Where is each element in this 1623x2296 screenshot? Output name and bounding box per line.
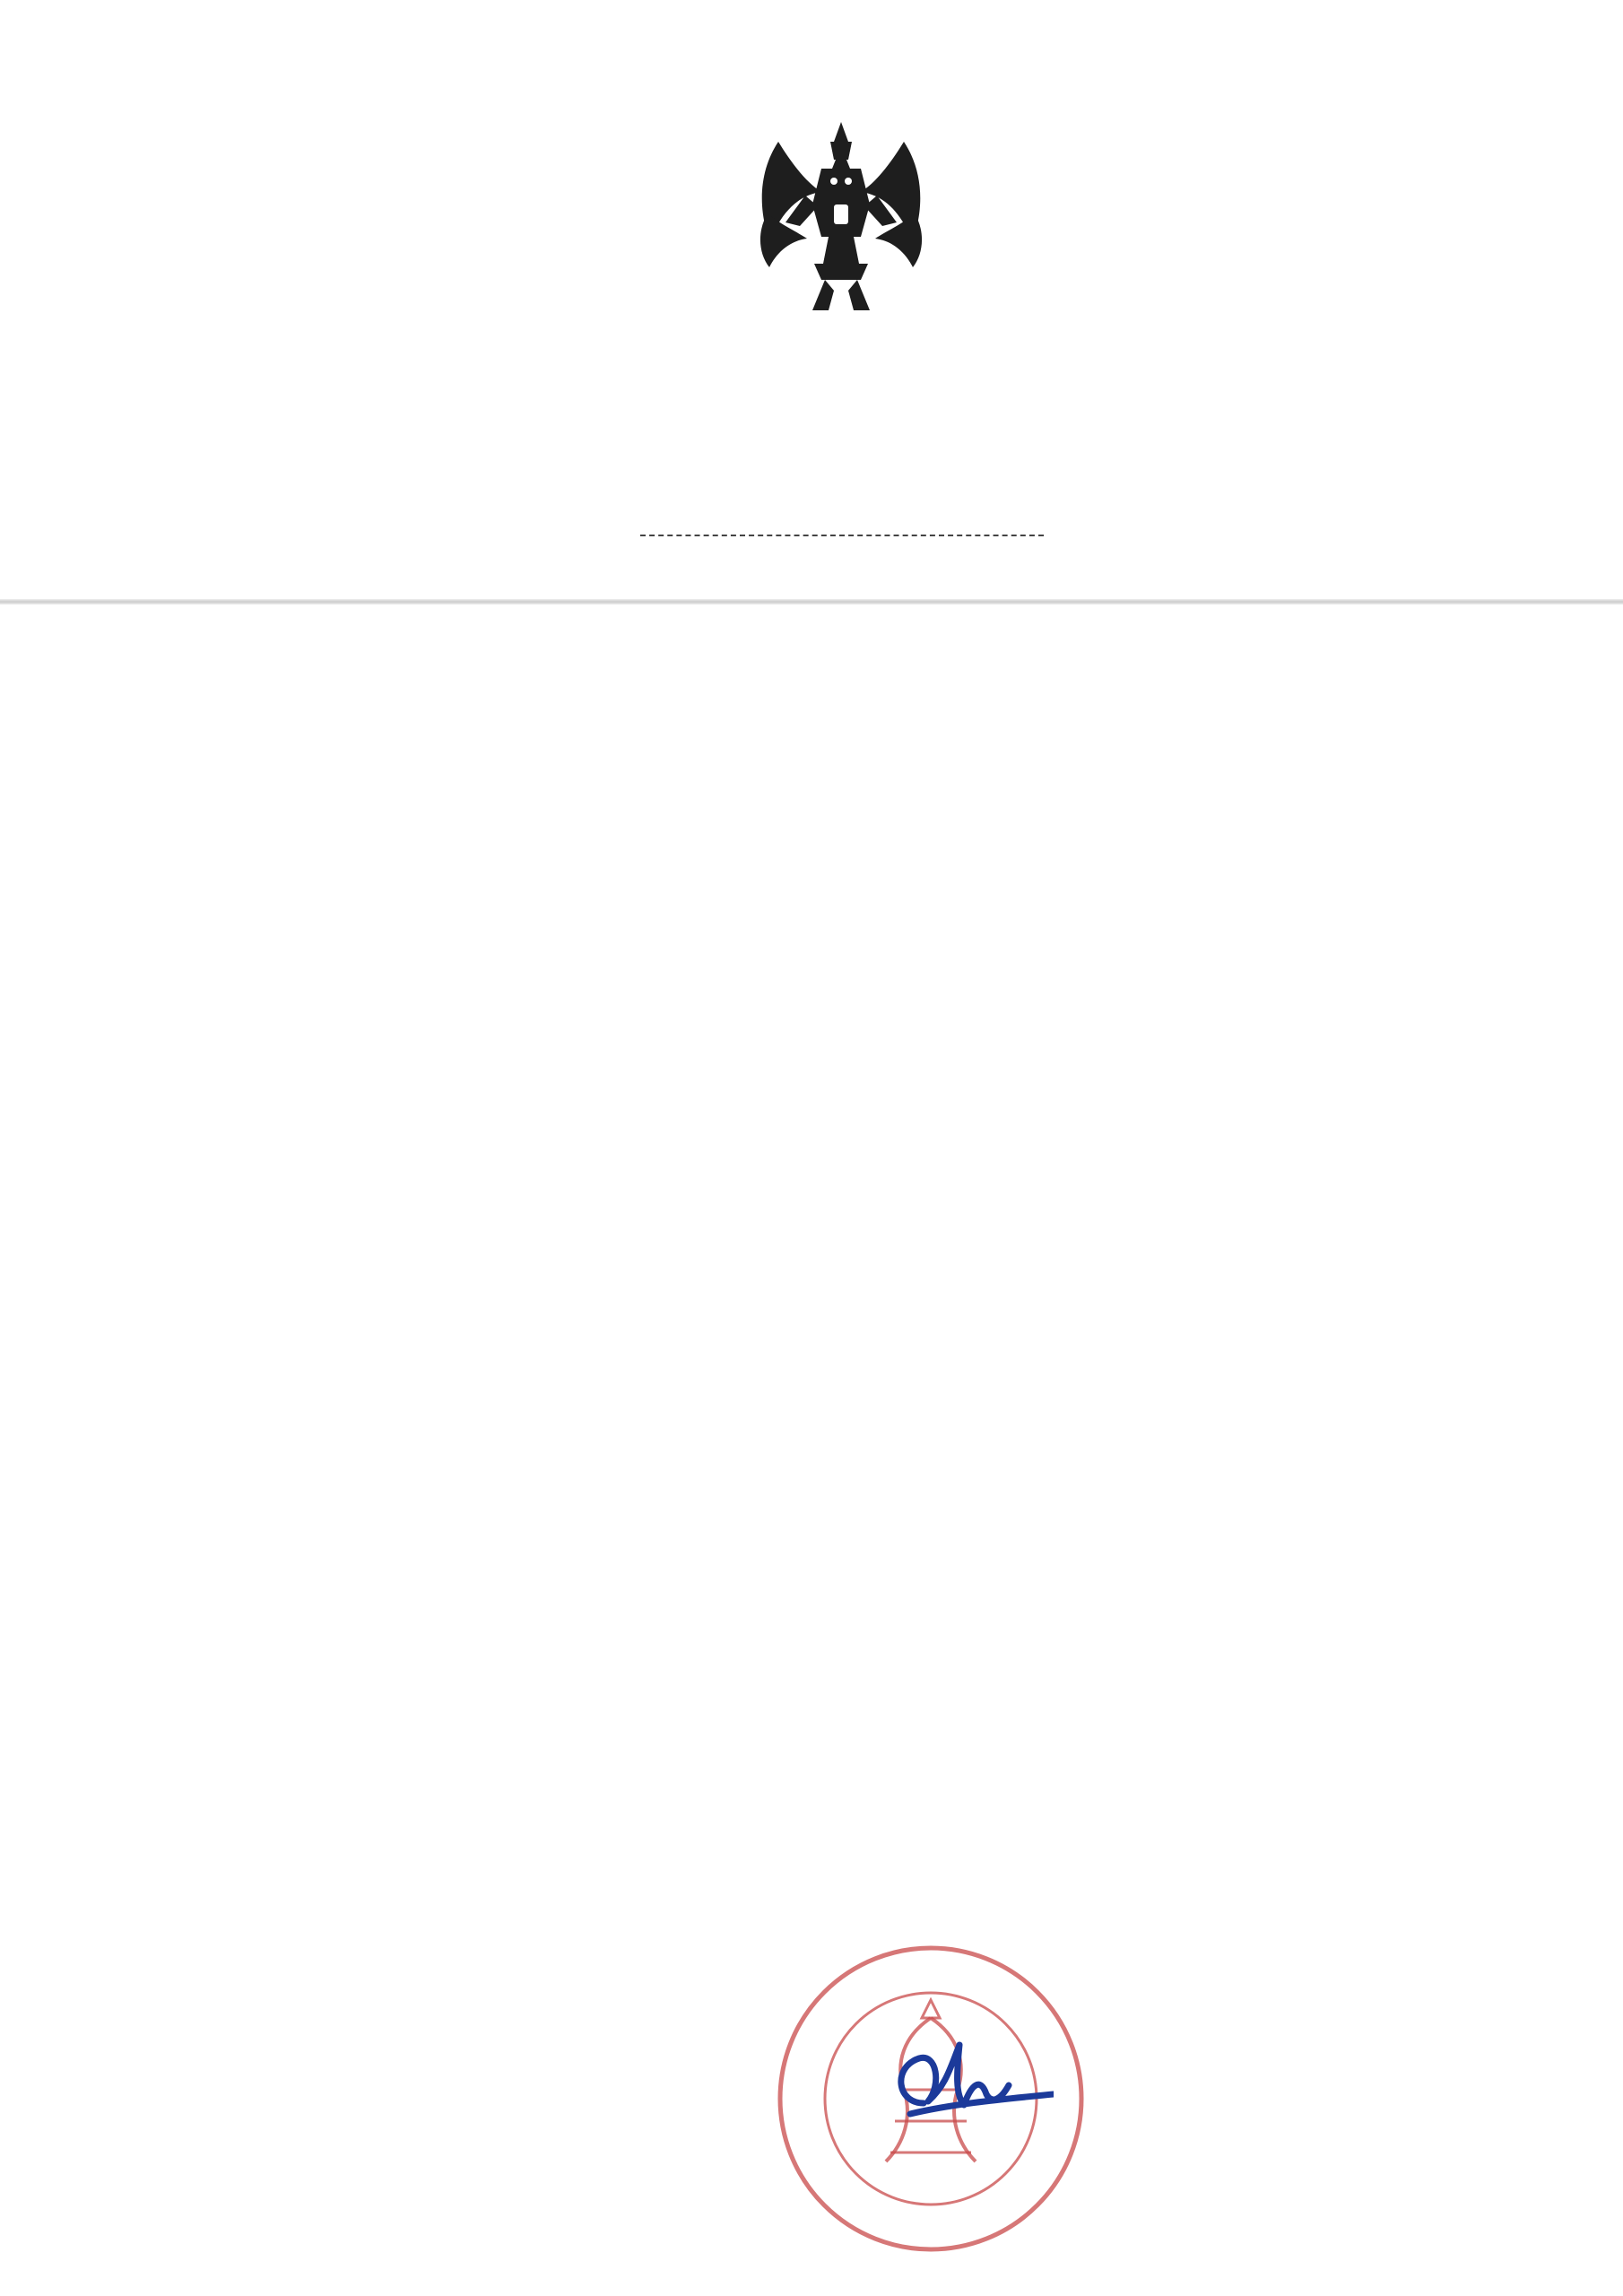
list-item (499, 906, 1306, 955)
list-item (499, 1693, 1306, 1743)
list-item (499, 1644, 1306, 1693)
list-item (499, 1743, 1306, 1792)
list-item (499, 1595, 1306, 1644)
list-item (499, 1398, 1306, 1448)
signature-icon (874, 2031, 1054, 2130)
list-item (499, 1349, 1306, 1398)
list-item (499, 1497, 1306, 1546)
scan-fold-line (0, 599, 1623, 604)
list-item (499, 955, 1306, 1004)
dashed-divider (640, 535, 1044, 536)
garuda-emblem-icon (751, 106, 931, 314)
list-item (499, 1545, 1306, 1595)
list-item (499, 1004, 1306, 1054)
list-item (499, 1201, 1306, 1250)
list-item (499, 1054, 1306, 1103)
list-item (499, 1250, 1306, 1300)
list-item (499, 857, 1306, 906)
student-list (499, 857, 1306, 1792)
list-item (499, 1300, 1306, 1349)
list-item (499, 1448, 1306, 1497)
list-item (499, 1102, 1306, 1152)
list-item (499, 1152, 1306, 1201)
